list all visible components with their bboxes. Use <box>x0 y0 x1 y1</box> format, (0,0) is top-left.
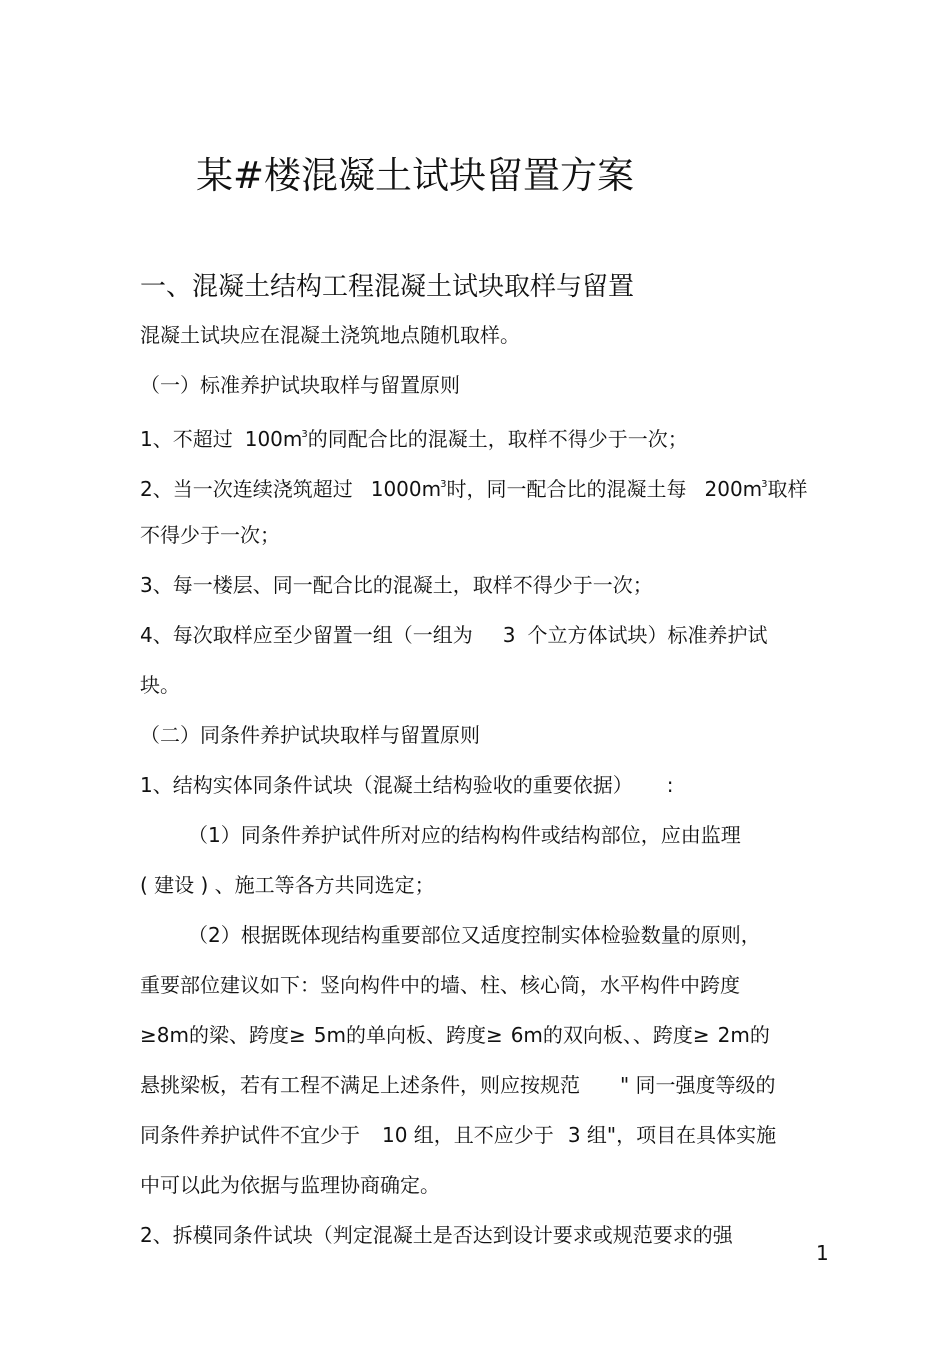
standard-rule-3: 3、每一楼层、同一配合比的混凝土，取样不得少于一次； <box>140 573 653 597</box>
intro-paragraph: 混凝土试块应在混凝土浇筑地点随机取样。 <box>140 323 520 347</box>
rule-text: 6m的双向板、、跨度≥ <box>510 1023 710 1047</box>
rule-text: ≥8m的梁、跨度≥ <box>140 1023 306 1047</box>
rule-text: 3 组"，项目在具体实施 <box>567 1123 777 1147</box>
item-2-line-1: （2）根据既体现结构重要部位又适度控制实体检验数量的原则， <box>188 923 761 947</box>
subsection-heading-standard: （一）标准养护试块取样与留置原则 <box>140 373 460 397</box>
cubic-superscript: 3 <box>761 479 768 490</box>
item-2-line-6: 中可以此为依据与监理协商确定。 <box>140 1173 440 1197</box>
rule-text: 10 组，且不应少于 <box>382 1123 554 1147</box>
rule-text: 5m的单向板、跨度≥ <box>313 1023 503 1047</box>
standard-rule-2 <box>140 472 808 502</box>
count-value: 3 <box>502 623 516 647</box>
cubic-superscript: 3 <box>440 479 447 490</box>
rule-text: 2m的 <box>717 1023 770 1047</box>
standard-rule-4-continued: 块。 <box>140 673 180 697</box>
volume-value: 200m <box>704 477 763 501</box>
standard-rule-4 <box>140 622 767 648</box>
same-condition-rule-2: 2、拆模同条件试块（判定混凝土是否达到设计要求或规范要求的强 <box>140 1223 733 1247</box>
rule-text: 同条件养护试件不宜少于 <box>140 1123 360 1147</box>
item-2-line-3 <box>140 1022 770 1048</box>
same-condition-rule-1 <box>140 772 673 798</box>
subsection-heading-same-condition: （二）同条件养护试块取样与留置原则 <box>140 723 480 747</box>
rule-text: 个立方体试块）标准养护试 <box>527 623 768 647</box>
section-heading: 一、混凝土结构工程混凝土试块取样与留置 <box>140 272 635 302</box>
item-2-line-2: 重要部位建议如下：竖向构件中的墙、柱、核心筒，水平构件中跨度 <box>140 973 740 997</box>
volume-value: 1000m <box>370 477 442 501</box>
page-number: 1 <box>816 1241 829 1265</box>
item-1-line-1: （1）同条件养护试件所对应的结构构件或结构部位，应由监理 <box>188 823 741 847</box>
rule-text: 取样 <box>767 477 808 501</box>
rule-text: 的同配合比的混凝土，取样不得少于一次； <box>307 427 688 451</box>
document-title: 某#楼混凝土试块留置方案 <box>196 154 635 197</box>
rule-text: " 同一强度等级的 <box>620 1073 776 1097</box>
item-2-line-4 <box>140 1072 776 1098</box>
item-1-line-2: ( 建设 ) 、施工等各方共同选定； <box>140 873 435 897</box>
rule-text: 4、每次取样应至少留置一组（一组为 <box>140 623 473 647</box>
standard-rule-1 <box>140 422 688 452</box>
standard-rule-2-continued: 不得少于一次； <box>140 523 280 547</box>
rule-text: 1、不超过 <box>140 427 233 451</box>
rule-text: 1、结构实体同条件试块（混凝土结构验收的重要依据） <box>140 773 633 797</box>
volume-value: 100m <box>244 427 303 451</box>
rule-text: 2、当一次连续浇筑超过 <box>140 477 353 501</box>
item-2-line-5 <box>140 1122 776 1148</box>
rule-text: 悬挑梁板，若有工程不满足上述条件，则应按规范 <box>140 1073 580 1097</box>
rule-text: 时，同一配合比的混凝土每 <box>446 477 687 501</box>
cubic-superscript: 3 <box>301 429 308 440</box>
colon: : <box>666 773 674 797</box>
